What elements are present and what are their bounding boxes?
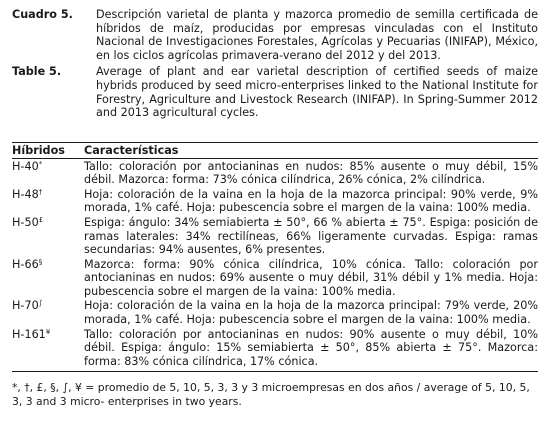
table-body <box>12 160 538 369</box>
caption-text-es: Descripción varietal de planta y mazorca promedio de semilla certificada de híbridos de maíz, producidas por empresas vinculadas con el Instituto Nacional de Investigaciones Forestales, Agrícolas y Pecuarias (INIFAP), México, en los ciclos agrícolas primavera-verano del 2012 y del 2013. <box>96 8 538 62</box>
caption-label-es: Cuadro 5. <box>12 8 73 21</box>
caption-text-en: Average of plant and ear varietal description of certified seeds of maize hybrids produced by seed micro-enterprises linked to the National Institute for Forestry, Agriculture and Livestock Research (INIFAP). In Spring-Summer 2012 and 2013 agricultural cycles. <box>96 65 538 120</box>
hybrid-mark: * <box>38 159 43 168</box>
hybrid-mark: † <box>38 187 43 196</box>
table-row <box>12 216 538 257</box>
hybrid-name: H-66 <box>12 257 39 271</box>
hybrid-name: H-40 <box>12 159 39 173</box>
hybrid-name: H-50 <box>12 215 39 229</box>
hybrid-description: Tallo: coloración por antocianinas en nudos: 90% ausente o muy débil, 10% débil. Espiga: ángulo: 15% semiabierta ± 50°, 85% abierta ± 75°. Mazorca: forma: 83% cónica cilíndrica, 17% cónica. <box>84 327 538 368</box>
hybrid-mark: £ <box>38 215 44 224</box>
table-header-rule <box>12 158 538 159</box>
hybrid-description: Hoja: coloración de la vaina en la hoja de la mazorca principal: 79% verde, 20% morada, 1% café. Hoja: pubescencia sobre el margen de la vaina: 100% media. <box>84 299 538 327</box>
header-characteristics: Características <box>84 143 179 157</box>
hybrid-description: Espiga: ángulo: 34% semiabierta ± 50°, 66 % abierta ± 75°. Espiga: posición de ramas laterales: 34% rectilíneas, 66% ligeramente curvadas. Espiga: ramas secundarias: 94% ausentes, 6% presentes. <box>84 215 538 257</box>
table-header <box>12 143 538 158</box>
table-row <box>12 299 538 326</box>
hybrid-name: H-48 <box>12 187 39 201</box>
table-row <box>12 160 538 187</box>
hybrid-description: Mazorca: forma: 90% cónica cilíndrica, 10% cónica. Tallo: coloración por antocianinas en nudos: 69% ausente o muy débil, 31% débil y 1% media. Hoja: pubescencia sobre el margen de la vaina: 100% media. <box>84 257 538 298</box>
caption-label-en: Table 5. <box>12 65 62 79</box>
header-hybrids: Híbridos <box>12 143 65 157</box>
table-bottom-rule <box>12 371 538 372</box>
table-footnote: *, †, £, §, ∫, ¥ = promedio de 5, 10, 5, 3, 3 y 3 microempresas en dos años / average of 5, 10, 5, 3, 3 and 3 micro- enterprises in two years. <box>12 381 530 409</box>
hybrid-mark: ∫ <box>38 299 43 308</box>
table-caption <box>12 8 538 120</box>
table-row <box>12 328 538 369</box>
hybrid-name: H-70 <box>12 299 39 313</box>
table-row <box>12 258 538 299</box>
hybrid-name: H-161 <box>12 327 46 341</box>
hybrid-mark: ¥ <box>45 327 51 336</box>
hybrid-description: Hoja: coloración de la vaina en la hoja de la mazorca principal: 90% verde, 9% morada, 1% café. Hoja: pubescencia sobre el margen de la vaina: 100% media. <box>84 187 538 215</box>
hybrid-mark: § <box>38 257 43 266</box>
hybrid-description: Tallo: coloración por antocianinas en nudos: 85% ausente o muy débil, 15% débil. Mazorca: forma: 73% cónica cilíndrica, 26% cónica, 2% cilíndrica. <box>84 159 538 187</box>
table-row <box>12 188 538 215</box>
